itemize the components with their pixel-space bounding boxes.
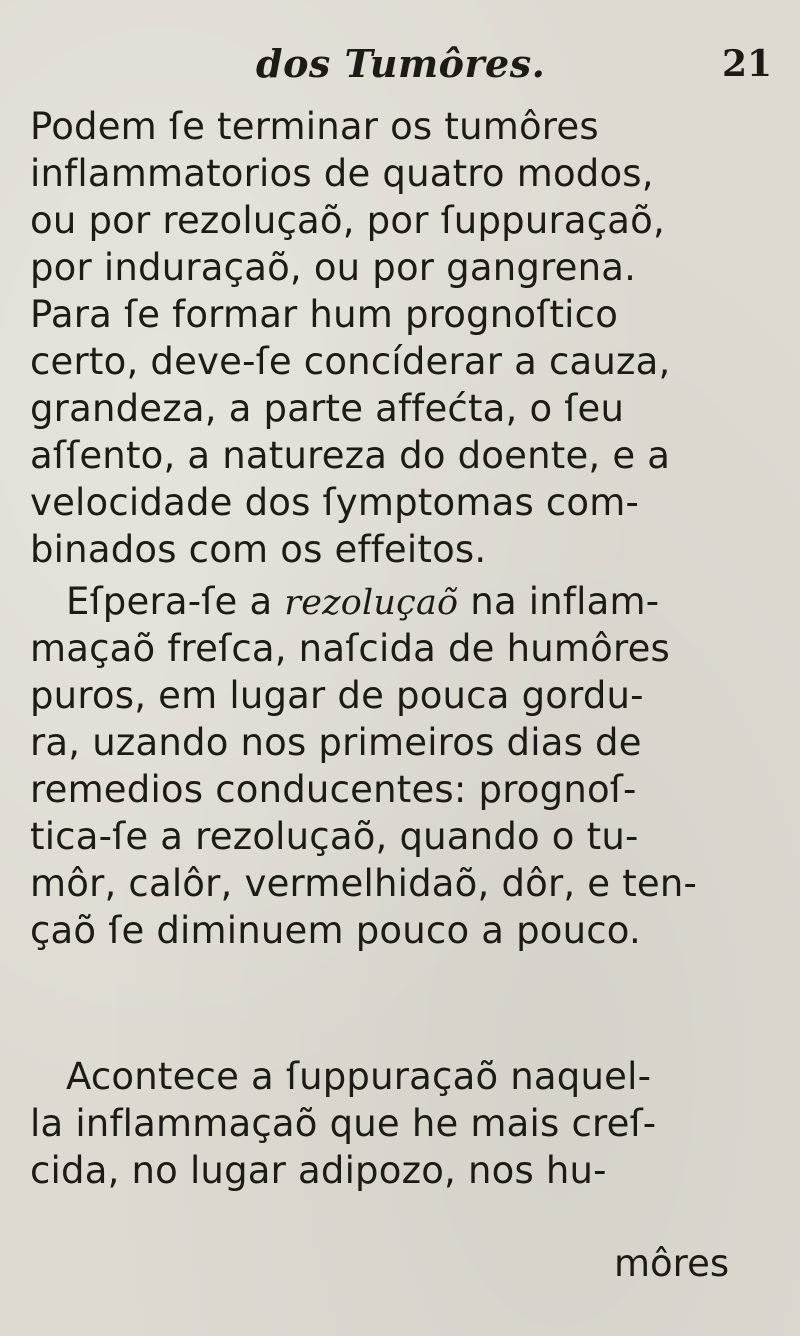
text-line: inflammatorios de quatro modos, xyxy=(30,152,654,195)
catchword: môres xyxy=(614,1242,730,1285)
paragraph-2 xyxy=(30,578,790,954)
text-segment: Eſpera-ſe a xyxy=(66,580,285,623)
text-line: ra, uzando nos primeiros dias de xyxy=(30,721,642,764)
text-line: Para ſe formar hum prognoſtico xyxy=(30,293,619,336)
text-line: binados com os effeitos. xyxy=(30,528,487,571)
text-line: la inflammaçaõ que he mais creſ- xyxy=(30,1102,657,1145)
text-line: certo, deve-ſe concíderar a cauza, xyxy=(30,340,671,383)
text-line: grandeza, a parte affećta, o ſeu xyxy=(30,387,625,430)
text-line xyxy=(30,578,790,625)
italic-term: rezoluçaõ xyxy=(284,583,459,623)
text-segment: na inflam- xyxy=(458,580,660,623)
text-line: çaõ ſe diminuem pouco a pouco. xyxy=(30,909,641,952)
page-number: 21 xyxy=(722,43,773,85)
paragraph-1 xyxy=(30,103,790,573)
text-line: aſſento, a natureza do doente, e a xyxy=(30,434,671,477)
paragraph-3 xyxy=(30,1053,790,1194)
text-line: Acontece a ſuppuraçaõ naquel- xyxy=(66,1055,652,1098)
text-line: môr, calôr, vermelhidaõ, dôr, e ten- xyxy=(30,862,698,905)
text-line: remedios conducentes: prognoſ- xyxy=(30,768,637,811)
text-line: Podem ſe terminar os tumôres xyxy=(30,105,599,148)
page-header xyxy=(0,40,800,96)
text-line: maçaõ freſca, naſcida de humôres xyxy=(30,627,671,670)
text-line: cida, no lugar adipozo, nos hu- xyxy=(30,1149,607,1192)
running-title: dos Tumôres. xyxy=(256,41,546,86)
text-line: velocidade dos ſymptomas com- xyxy=(30,481,640,524)
text-line: ou por rezoluçaõ, por ſuppuraçaõ, xyxy=(30,199,665,242)
text-line: por induraçaõ, ou por gangrena. xyxy=(30,246,637,289)
text-line: tica-ſe a rezoluçaõ, quando o tu- xyxy=(30,815,639,858)
text-line: puros, em lugar de pouca gordu- xyxy=(30,674,644,717)
